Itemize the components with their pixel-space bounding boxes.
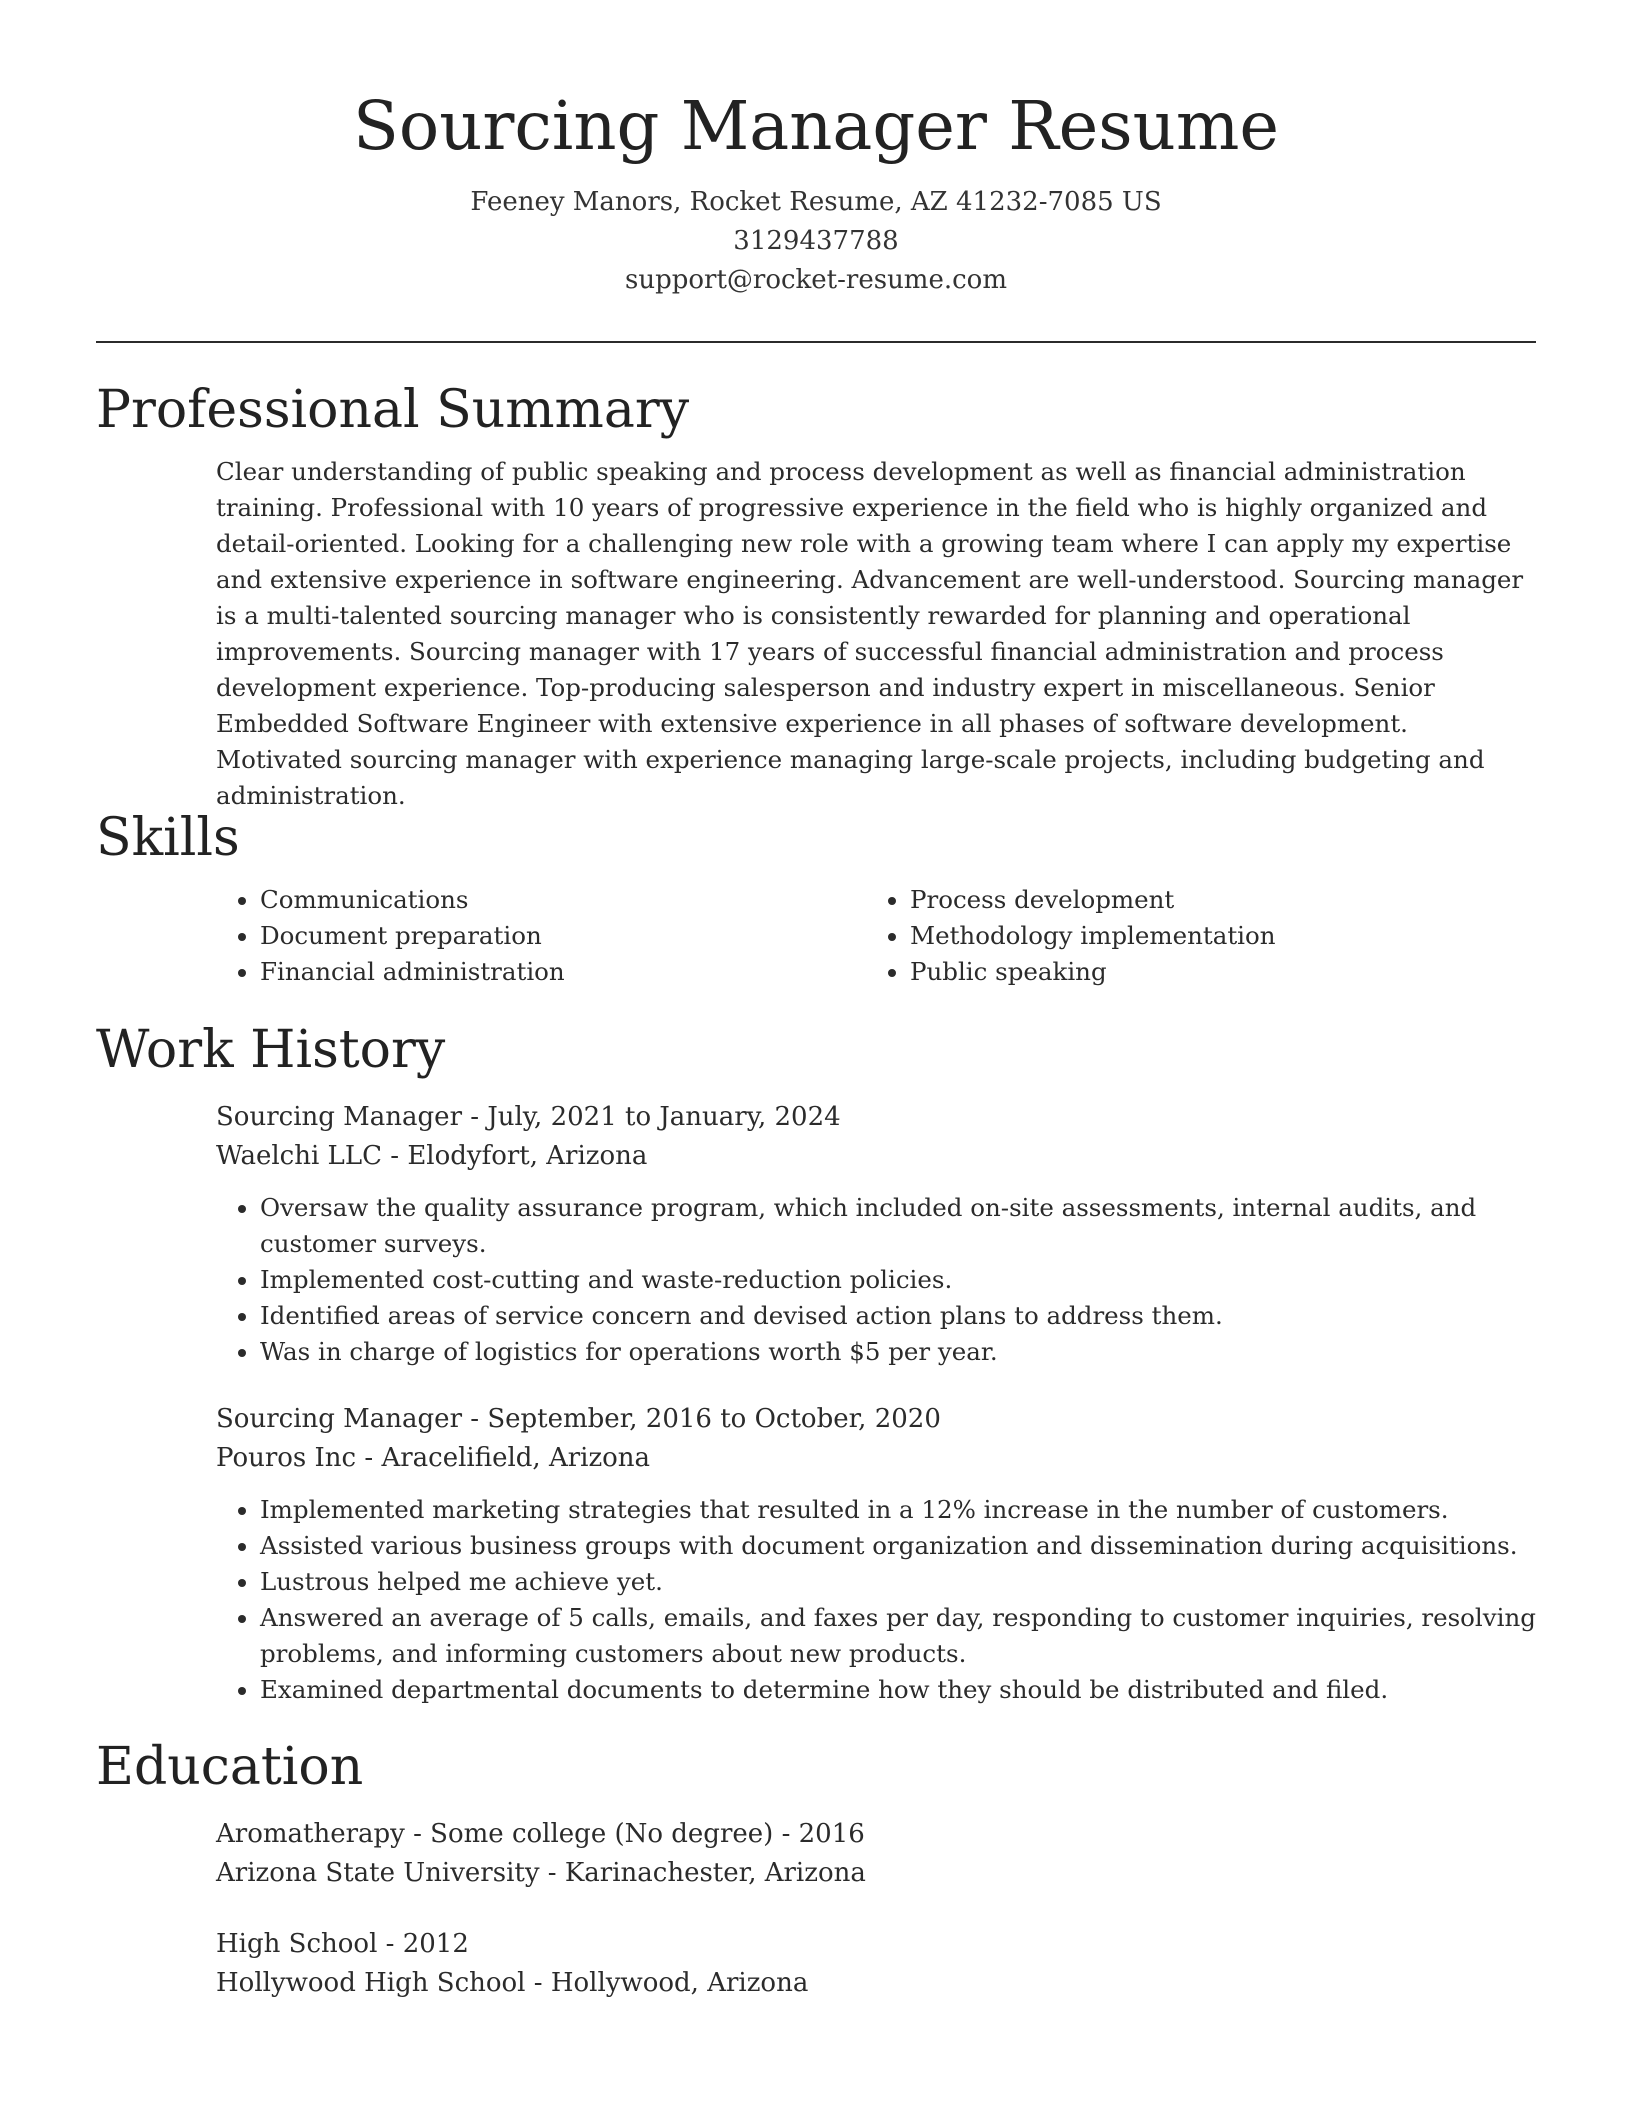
job-bullet: • Assisted various business groups with document organization and dissemination during acquisitions. xyxy=(260,1528,1536,1564)
job-company-line: Pouros Inc - Aracelifield, Arizona xyxy=(216,1443,651,1473)
skills-heading: Skills xyxy=(96,808,240,868)
job-bullets xyxy=(216,1492,1536,1708)
education-entry xyxy=(216,1925,1536,2003)
job-company: Waelchi LLC xyxy=(216,1141,382,1171)
skill-item: • Document preparation xyxy=(260,918,866,954)
job-title: Sourcing Manager xyxy=(216,1404,462,1434)
education-location: Karinachester, Arizona xyxy=(564,1858,866,1888)
job-bullet: • Identified areas of service concern and devised action plans to address them. xyxy=(260,1298,1536,1334)
job-bullet: • Answered an average of 5 calls, emails, and faxes per day, responding to customer inquiries, resolving problems, and informing customers about new products. xyxy=(260,1600,1536,1672)
job-entry xyxy=(216,1400,1536,1708)
resume-header xyxy=(96,78,1536,300)
header-divider xyxy=(96,341,1536,343)
job-bullet: • Implemented cost-cutting and waste-reduction policies. xyxy=(260,1262,1536,1298)
education-degree: High School - 2012 xyxy=(216,1929,469,1959)
job-bullet: • Examined departmental documents to determine how they should be distributed and filed. xyxy=(260,1672,1536,1708)
job-title-line: Sourcing Manager - September, 2016 to October, 2020 xyxy=(216,1404,941,1434)
work-history-section xyxy=(96,1018,1536,1708)
skill-item: • Communications xyxy=(260,882,866,918)
job-dates: September, 2016 to October, 2020 xyxy=(487,1404,941,1434)
work-history-heading: Work History xyxy=(96,1020,446,1080)
job-title: Sourcing Manager xyxy=(216,1102,462,1132)
job-entry xyxy=(216,1098,1536,1370)
summary-heading: Professional Summary xyxy=(96,380,690,440)
education-entry xyxy=(216,1815,1536,1893)
skill-item: • Process development xyxy=(910,882,1516,918)
job-location: Elodyfort, Arizona xyxy=(407,1141,648,1171)
job-bullet: • Oversaw the quality assurance program, which included on-site assessments, internal audits, and customer surveys. xyxy=(260,1190,1536,1262)
email-address: support@rocket-resume.com xyxy=(624,265,1007,295)
skill-item: • Methodology implementation xyxy=(910,918,1516,954)
skill-item: • Public speaking xyxy=(910,954,1516,990)
job-bullets xyxy=(216,1190,1536,1370)
job-bullet: • Was in charge of logistics for operations worth $5 per year. xyxy=(260,1334,1536,1370)
education-degree: Aromatherapy - Some college (No degree) - 2016 xyxy=(216,1819,865,1849)
education-heading: Education xyxy=(96,1737,364,1797)
education-school: Arizona State University xyxy=(216,1858,540,1888)
summary-section xyxy=(96,378,1536,814)
education-location: Hollywood, Arizona xyxy=(550,1968,809,1998)
summary-text: Clear understanding of public speaking and process development as well as financial administration training. Professional with 10 years of progressive experience in the field who is highly organized and detail-oriented. Looking for a challenging new role with a growing team where I can apply my expertise and extensive experience in software engineering. Advancement are well-understood. Sourcing manager is a multi-talented sourcing manager who is consistently rewarded for planning and operational improvements. Sourcing manager with 17 years of successful financial administration and process development experience. Top-producing salesperson and industry expert in miscellaneous. Senior Embedded Software Engineer with extensive experience in all phases of software development. Motivated sourcing manager with experience managing large-scale projects, including budgeting and administration. xyxy=(216,457,1524,810)
skills-column-left xyxy=(216,882,866,990)
job-location: Aracelifield, Arizona xyxy=(381,1443,651,1473)
job-bullet: • Implemented marketing strategies that resulted in a 12% increase in the number of customers. xyxy=(260,1492,1536,1528)
skill-item: • Financial administration xyxy=(260,954,866,990)
skills-column-right xyxy=(866,882,1516,990)
job-company-line: Waelchi LLC - Elodyfort, Arizona xyxy=(216,1141,648,1171)
education-school-line: Hollywood High School - Hollywood, Arizona xyxy=(216,1968,809,1998)
resume-title: Sourcing Manager Resume xyxy=(352,87,1280,165)
job-bullet: • Lustrous helped me achieve yet. xyxy=(260,1564,1536,1600)
job-dates: July, 2021 to January, 2024 xyxy=(487,1102,841,1132)
job-company: Pouros Inc xyxy=(216,1443,357,1473)
skills-list xyxy=(216,882,1536,990)
job-title-line: Sourcing Manager - July, 2021 to January, 2024 xyxy=(216,1102,841,1132)
education-school-line: Arizona State University - Karinachester, Arizona xyxy=(216,1858,866,1888)
education-section xyxy=(96,1735,1536,2003)
phone-number: 3129437788 xyxy=(733,226,899,256)
address: Feeney Manors, Rocket Resume, AZ 41232-7085 US xyxy=(470,187,1162,217)
skills-section xyxy=(96,806,1536,990)
education-school: Hollywood High School xyxy=(216,1968,526,1998)
